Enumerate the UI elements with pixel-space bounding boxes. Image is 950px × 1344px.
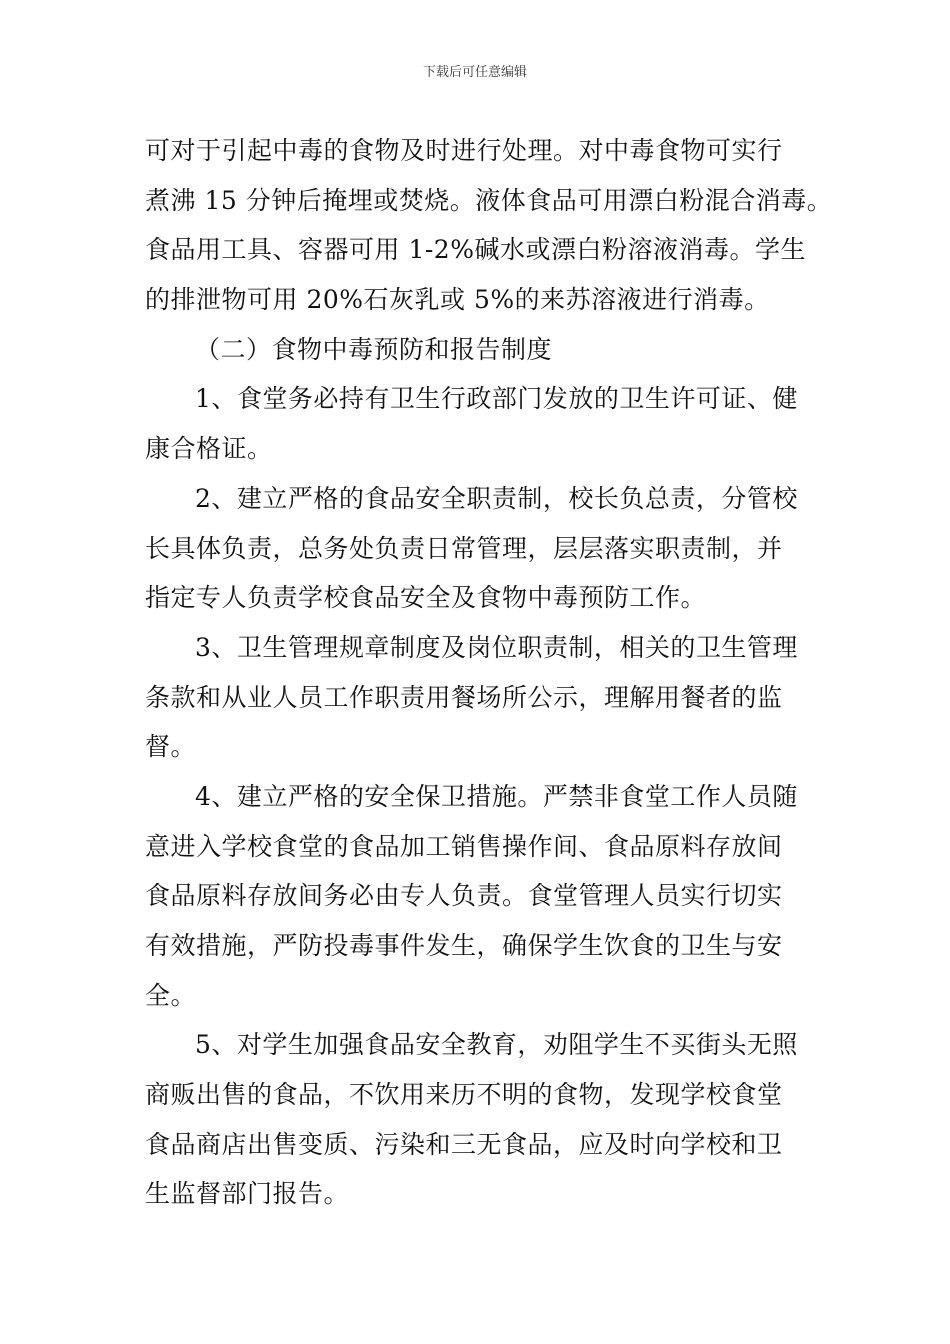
text-line-14: 4、建立严格的安全保卫措施。严禁非食堂工作人员随 [195,781,798,811]
section-heading: （二）食物中毒预防和报告制度 [195,334,553,364]
text-line-16: 食品原料存放间务必由专人负责。食堂管理人员实行切实 [145,881,783,911]
text-line-18: 全。 [145,980,197,1010]
text-line-11: 3、卫生管理规章制度及岗位职责制，相关的卫生管理 [195,632,798,662]
text-line-4: 的排泄物可用 20%石灰乳或 5%的来苏溶液进行消毒。 [145,285,770,315]
text-line-6: 1、食堂务必持有卫生行政部门发放的卫生许可证、健 [195,384,798,414]
text-line-15: 意进入学校食堂的食品加工销售操作间、食品原料存放间 [145,831,783,861]
document-body [145,126,833,1219]
text-line-9: 长具体负责，总务处负责日常管理，层层落实职责制，并 [145,533,783,563]
text-line-8: 2、建立严格的食品安全职责制，校长负总责，分管校 [195,483,798,513]
text-line-22: 生监督部门报告。 [145,1179,350,1209]
text-line-21: 食品商店出售变质、污染和三无食品，应及时向学校和卫 [145,1129,783,1159]
text-line-10: 指定专人负责学校食品安全及食物中毒预防工作。 [145,583,707,613]
page-header: 下载后可任意编辑 [422,65,527,80]
text-line-19: 5、对学生加强食品安全教育，劝阻学生不买街头无照 [195,1030,798,1060]
text-line-13: 督。 [145,732,197,762]
text-line-7: 康合格证。 [145,434,273,464]
text-line-2: 煮沸 15 分钟后掩埋或焚烧。液体食品可用漂白粉混合消毒。 [145,185,833,215]
text-line-12: 条款和从业人员工作职责用餐场所公示，理解用餐者的监 [145,682,783,712]
text-line-20: 商贩出售的食品，不饮用来历不明的食物，发现学校食堂 [145,1080,783,1110]
text-line-3: 食品用工具、容器可用 1-2%碱水或漂白粉溶液消毒。学生 [145,235,806,265]
text-line-1: 可对于引起中毒的食物及时进行处理。对中毒食物可实行 [145,136,783,165]
text-line-17: 有效措施，严防投毒事件发生，确保学生饮食的卫生与安 [145,931,783,960]
